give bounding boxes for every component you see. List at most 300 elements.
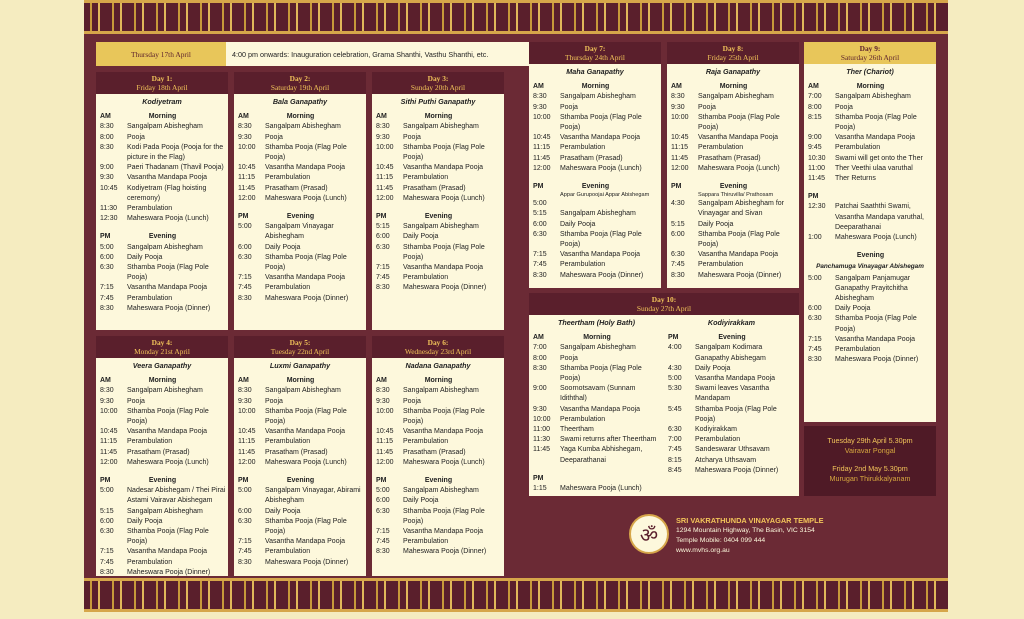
time: 7:15 [238,538,252,546]
session-label: Morning [148,113,177,121]
time: 9:00 [100,164,114,172]
schedule-row [96,507,228,517]
section-header-am [667,82,799,92]
section-header-am [529,333,664,343]
schedule-row [804,233,936,243]
schedule-row [667,271,799,281]
event-1-date: Tuesday 29th April 5.30pm [827,436,913,445]
day-number: Day 9: [859,44,881,53]
schedule-row [529,164,661,174]
schedule-row [804,164,936,174]
time: 8:30 [100,304,114,312]
activity: Perambulation [403,174,449,182]
activity: Vasantha Mandapa Pooja [698,251,779,259]
temple-name: SRI VAKRATHUNDA VINAYAGAR TEMPLE [676,516,824,525]
time: 7:15 [376,528,390,536]
schedule-row [804,103,936,113]
time: 6:00 [238,243,252,251]
schedule-row [529,230,661,250]
session-label: Morning [583,334,611,342]
schedule-row [804,345,936,355]
activity: Pooja [835,103,853,111]
activity: Pooja [403,133,421,141]
time: 8:30 [533,93,547,101]
schedule-row [234,507,366,517]
schedule-row [804,143,936,153]
activity: Maheswara Pooja (Lunch) [835,234,917,242]
activity: Kodiyirakkam [695,426,738,434]
day-card [529,42,661,288]
day-number: Day 6: [427,338,449,347]
time: 5:45 [668,405,682,413]
day-date: Monday 21st April [134,347,190,356]
schedule-row [96,133,228,143]
period-label: AM [238,377,249,385]
activity: Maheswara Pooja (Dinner) [127,568,211,576]
ganapathy-title: Sithi Puthi Ganapathy [400,97,476,106]
period-label: AM [533,334,544,342]
day-date: Saturday 26th April [840,53,900,62]
session-label: Morning [286,377,315,385]
schedule-sheet [84,0,948,612]
activity: Maheswara Pooja (Lunch) [560,485,642,493]
time: 11:45 [376,448,393,456]
schedule-row [529,343,664,353]
event-1-name: Vairavar Pongal [844,446,896,455]
activity: Pooja [560,103,578,111]
activity: Sthamba Pooja (Flag Pole Pooja) [698,230,780,249]
section-header-am [804,82,936,92]
activity: Maheswara Pooja (Lunch) [560,164,642,172]
time: 8:00 [808,103,822,111]
day-header [96,336,228,358]
activity: Perambulation [127,438,173,446]
activity: Patchai Saaththi Swami, Vasantha Mandapa varuthal, Deeparathanai [835,203,924,231]
schedule-row [529,425,664,435]
session-label: Evening [148,233,177,241]
time: 7:15 [533,251,547,259]
activity: Maheswara Pooja (Lunch) [265,458,347,466]
activity: Sangalpam Abishegham [265,123,341,131]
day-date: Sunday 27th April [636,304,692,313]
period-label: AM [533,83,544,91]
activity: Ther Returns [835,175,876,183]
activity: Swami will get onto the Ther [835,154,923,162]
time: 11:45 [808,175,825,183]
schedule-row [96,437,228,447]
day-number: Day 7: [584,44,606,53]
time: 6:00 [376,497,390,505]
schedule-row [529,220,661,230]
time: 9:30 [533,405,547,413]
activity: Vasantha Mandapa Pooja [403,528,484,536]
activity: Nadesar Abishegam / Thei Pirai Astami Vairavar Abishegam [127,487,226,505]
activity: Daily Pooja [127,517,163,525]
ganapathy-title: Bala Ganapathy [272,97,328,106]
activity: Vasantha Mandapa Pooja [265,538,346,546]
day-card [96,336,228,576]
ganapathy-title: Raja Ganapathy [705,67,761,76]
time: 12:00 [238,194,256,202]
schedule-row [667,230,799,250]
period-label: PM [533,474,544,482]
time: 10:45 [376,428,394,436]
activity: Maheswara Pooja (Dinner) [127,304,211,312]
schedule-row [529,154,661,164]
schedule-row [804,154,936,164]
activity: Sthamba Pooja (Flag Pole Pooja) [127,528,209,546]
schedule-row [664,435,799,445]
activity: Sthamba Pooja (Flag Pole Pooja) [265,407,347,426]
time: 10:45 [238,164,256,172]
schedule-row [372,407,504,427]
section-header-am [372,112,504,122]
schedule-row [667,154,799,164]
schedule-row [96,143,228,163]
time: 9:30 [533,103,547,111]
time: 7:15 [376,264,390,272]
time: 7:00 [533,344,547,352]
schedule-row [804,113,936,133]
time: 10:00 [238,143,256,151]
activity: Kodi Pada Pooja (Pooja for the picture in the Flag) [127,143,224,162]
schedule-row [667,113,799,133]
thursday-text: 4:00 pm onwards: Inauguration celebration, Grama Shanthi, Vasthu Shanthi, etc. [232,49,489,59]
bottom-ornament-border [84,578,948,612]
time: 6:30 [238,253,252,261]
day-header [234,72,366,94]
schedule-row [529,260,661,270]
schedule-row [96,263,228,283]
activity: Perambulation [560,415,606,423]
time: 4:00 [668,344,682,352]
activity: Sangalpam Abishegham [127,123,203,131]
day-header [667,42,799,64]
activity: Pooja [127,133,145,141]
temple-website[interactable]: www.mvhs.org.au [676,547,730,554]
schedule-row [372,458,504,468]
ganapathy-title: Nadana Ganapathy [405,361,471,370]
activity: Daily Pooja [560,220,596,228]
day-date: Wednesday 23rd April [404,347,472,356]
time: 7:45 [100,294,114,302]
time: 10:45 [100,428,118,436]
schedule-row [372,386,504,396]
activity: Vasantha Mandapa Pooja [560,134,641,142]
schedule-row [529,143,661,153]
session-label: Morning [581,83,610,91]
day-date: Friday 18th April [136,83,188,92]
period-label: PM [671,183,682,191]
session-label: Morning [424,377,453,385]
activity: Vasantha Mandapa Pooja [403,428,484,436]
time: 9:30 [376,133,390,141]
activity: Sangalpam Abishegham [403,487,479,495]
schedule-row [234,558,366,568]
activity: Sangalpam Abishegham [127,387,203,395]
time: 8:30 [808,356,822,364]
activity: Sthamba Pooja (Flag Pole Pooja) [127,264,209,282]
activity: Maheswara Pooja (Dinner) [560,271,644,279]
activity: Prasatham (Prasad) [403,448,466,456]
time: 10:30 [808,154,826,162]
activity: Sangalpam Abishegham [560,344,636,352]
activity: Vasantha Mandapa Pooja [403,264,484,272]
time: 8:30 [100,387,114,395]
schedule-row [96,386,228,396]
schedule-row [667,199,799,219]
pm-note-text: Sappara Thiruvilla/ Prathosam [698,192,774,199]
schedule-row [234,283,366,293]
activity: Sangalpam Panjamugar Ganapathy Prayitchitha Abishegham [835,274,911,303]
section-header-am [529,82,661,92]
schedule-row [529,199,661,209]
schedule-row [529,405,664,415]
schedule-row [372,448,504,458]
schedule-row [667,164,799,174]
time: 9:30 [238,397,252,405]
time: 11:45 [238,448,255,456]
period-label: AM [376,113,387,121]
time: 10:45 [533,134,551,142]
time: 8:30 [376,548,390,556]
time: 11:15 [671,144,688,152]
day-number: Day 2: [289,74,311,83]
time: 5:15 [671,220,685,228]
time: 1:00 [808,234,822,242]
period-label: PM [533,183,544,191]
time: 8:15 [668,456,682,464]
time: 7:45 [533,261,547,269]
activity: Sthamba Pooja (Flag Pole Pooja) [265,253,347,272]
time: 10:00 [533,415,551,423]
activity: Sangalpam Abishegham [403,223,479,231]
day-number: Day 4: [151,338,173,347]
schedule-row [372,163,504,173]
time: 7:15 [808,335,822,343]
time: 7:45 [376,538,390,546]
time: 11:15 [376,438,393,446]
time: 8:30 [376,123,390,131]
time: 8:45 [668,466,682,474]
section-header-am [96,112,228,122]
schedule-row [234,163,366,173]
time: 11:45 [533,446,550,454]
time: 7:00 [668,436,682,444]
activity: Sthamba Pooja (Flag Pole Pooja) [560,113,642,132]
time: 11:00 [808,164,825,172]
schedule-row [372,133,504,143]
day-header [529,293,799,315]
section-header-pm [234,476,366,486]
activity: Perambulation [560,261,606,269]
time: 11:00 [533,426,550,434]
activity: Sangalpam Abishegham [835,93,911,101]
day-number: Day 10: [651,295,677,304]
time: 5:15 [100,507,114,515]
schedule-row [96,448,228,458]
activity: Sangalpam Abishegham [698,93,774,101]
time: 8:30 [533,271,547,279]
activity: Sthamba Pooja (Flag Pole Pooja) [403,407,485,426]
extra-events [804,426,936,496]
activity: Perambulation [695,436,741,444]
time: 11:15 [376,174,393,182]
time: 10:45 [376,164,394,172]
section-header-am [372,376,504,386]
time: 12:00 [533,164,551,172]
time: 7:45 [668,446,682,454]
session-label: Evening [286,213,315,221]
schedule-row [372,263,504,273]
schedule-row [96,458,228,468]
time: 6:00 [100,517,114,525]
day-number: Day 3: [427,74,449,83]
schedule-row [664,445,799,455]
time: 9:30 [100,397,114,405]
period-label: AM [238,113,249,121]
schedule-row [529,113,661,133]
pm2-title: Panchamuga Vinayagar Abishegam [816,263,924,271]
schedule-row [664,466,799,476]
day-date: Friday 25th April [707,53,759,62]
day-number: Day 1: [151,74,173,83]
activity: Maheswara Pooja (Dinner) [835,356,919,364]
activity: Maheswara Pooja (Dinner) [695,466,779,474]
activity: Maheswara Pooja (Dinner) [403,548,487,556]
activity: Pooja [698,103,716,111]
day-date: Sunday 20th April [410,83,466,92]
period-label: AM [671,83,682,91]
time: 8:15 [808,113,822,121]
schedule-row [96,283,228,293]
session-label: Evening [424,477,453,485]
schedule-row [96,558,228,568]
activity: Vasantha Mandapa Pooja [265,428,346,436]
activity: Perambulation [265,438,311,446]
activity [560,199,661,209]
time: 11:15 [533,144,550,152]
activity: Maheswara Pooja (Dinner) [265,294,349,302]
schedule-row [234,448,366,458]
time: 7:45 [376,274,390,282]
time: 12:00 [671,164,689,172]
schedule-row [96,568,228,576]
activity: Daily Pooja [127,253,163,261]
activity: Sangalpam Kodimara Ganapathy Abishegam [695,344,766,362]
time: 6:00 [671,230,685,238]
day-header [96,72,228,94]
time: 11:30 [100,205,117,213]
activity: Sangalpam Abishegham [265,387,341,395]
time: 7:45 [671,261,685,269]
time: 6:30 [376,507,390,515]
day-card [667,42,799,288]
schedule-row [372,486,504,496]
time: 6:30 [238,517,252,525]
schedule-row [372,122,504,132]
activity: Sthamba Pooja (Flag Pole Pooja) [403,143,485,162]
section-header-am [234,376,366,386]
period-label: PM [238,477,249,485]
activity: Sthamba Pooja (Flag Pole Pooja) [265,143,347,162]
schedule-row [96,427,228,437]
activity: Perambulation [835,144,881,152]
activity: Prasatham (Prasad) [560,154,623,162]
time: 12:30 [808,203,826,211]
time: 9:30 [671,103,685,111]
time: 11:45 [238,184,255,192]
activity: Vasantha Mandapa Pooja [560,251,641,259]
time: 5:00 [668,375,682,383]
activity: Sangalpam Vinayagar, Abirami Abishegham [265,487,361,505]
activity: Perambulation [127,558,173,566]
kodiyirakkam-title: Kodiyirakkam [707,318,756,327]
schedule-row [96,204,228,214]
time: 11:45 [533,154,550,162]
schedule-row [529,92,661,102]
time: 8:00 [100,133,114,141]
activity: Vasantha Mandapa Pooja [695,375,776,383]
schedule-row [529,435,664,445]
time: 11:45 [100,448,117,456]
ganapathy-title: Ther (Chariot) [846,67,894,76]
time: 10:00 [533,113,551,121]
activity: Sthamba Pooja (Flag Pole Pooja) [560,364,642,383]
session-label: Morning [286,113,315,121]
time: 8:30 [376,387,390,395]
time: 8:30 [238,123,252,131]
time: 8:30 [100,568,114,576]
period-label: AM [100,113,111,121]
schedule-row [529,484,664,494]
schedule-row [529,271,661,281]
activity: Perambulation [265,548,311,556]
time: 5:00 [238,487,252,495]
day-card [372,72,504,330]
schedule-row [529,415,664,425]
schedule-row [667,92,799,102]
day-header [372,336,504,358]
activity: Vasantha Mandapa Pooja [403,164,484,172]
schedule-row [664,456,799,466]
time: 12:30 [100,215,118,223]
time: 10:45 [238,428,256,436]
time: 6:30 [100,264,114,272]
activity: Vasantha Mandapa Pooja [835,134,916,142]
time: 9:30 [100,174,114,182]
period-label: AM [808,83,819,91]
time: 11:15 [238,438,255,446]
schedule-row [372,437,504,447]
schedule-row [372,283,504,293]
section-header-pm [372,212,504,222]
activity: Maheswara Pooja (Lunch) [403,458,485,466]
temple-phone: Temple Mobile: 0404 099 444 [676,537,766,544]
period-label: PM [238,213,249,221]
section-header-pm [96,476,228,486]
section-header-am [234,112,366,122]
session-label: Evening [718,334,746,342]
schedule-row [234,537,366,547]
period-label: PM [100,477,111,485]
time: 11:45 [376,184,393,192]
day-header [234,336,366,358]
activity: Sthamba Pooja (Flag Pole Pooja) [835,315,917,333]
schedule-row [372,143,504,163]
time: 8:30 [671,93,685,101]
time: 8:30 [533,364,547,372]
